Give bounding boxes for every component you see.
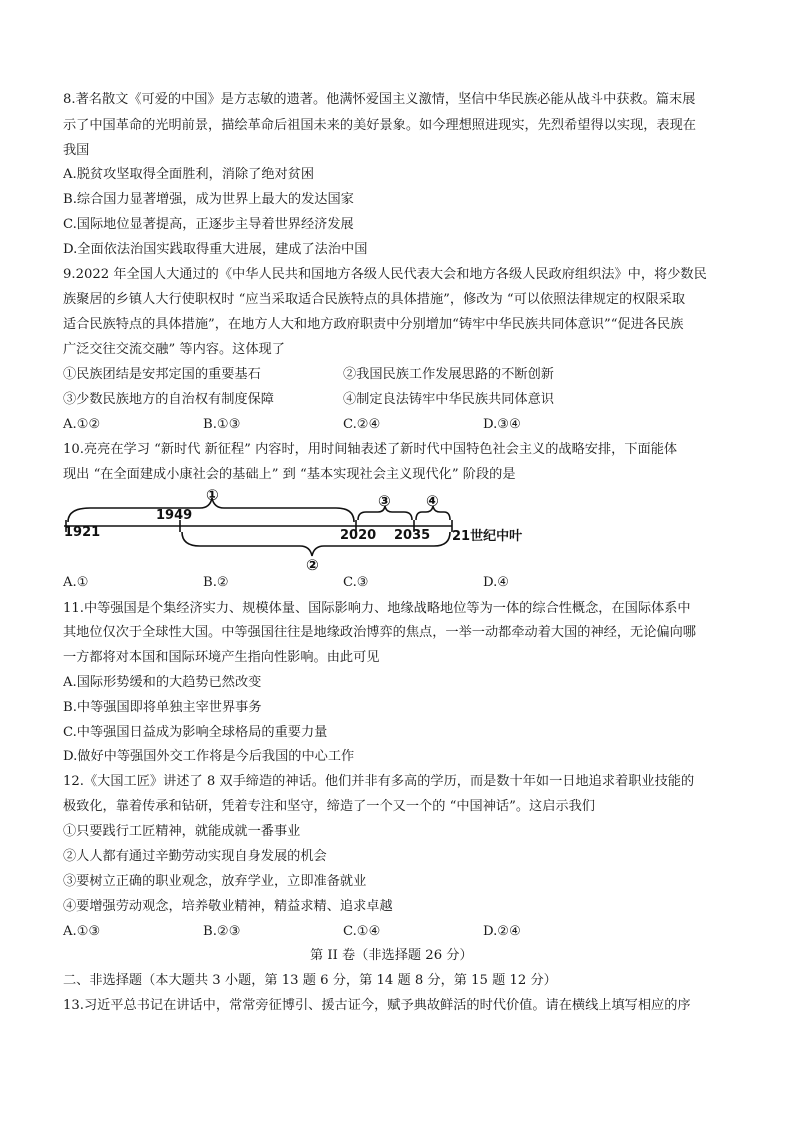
q9-stem-line-2: 族聚居的乡镇人大行使职权时 “应当采取适合民族特点的具体措施”，修改为 “可以依照法律规定的权限采取 bbox=[63, 292, 686, 307]
mark-1: ① bbox=[206, 486, 219, 504]
q10-choice-d[interactable]: D.④ bbox=[483, 575, 510, 590]
q10-choices bbox=[63, 574, 743, 592]
q10-stem-line-1: 10.亮亮在学习 “新时代 新征程” 内容时，用时间轴表述了新时代中国特色社会主义的战略安排，下面能体 bbox=[63, 442, 678, 457]
section-2-title: 第 II 卷（非选择题 26 分） bbox=[310, 948, 473, 963]
q11-option-c[interactable]: C.中等强国日益成为影响全球格局的重要力量 bbox=[63, 725, 328, 740]
q9-stem-line-3: 适合民族特点的具体措施”，在地方人大和地方政府职责中分别增加“铸牢中华民族共同体意识”“促进各民族 bbox=[63, 317, 684, 332]
q9-choice-c[interactable]: C.②④ bbox=[343, 417, 381, 432]
q12-statement-4: ④要增强劳动观念，培养敬业精神，精益求精、追求卓越 bbox=[63, 899, 393, 914]
mark-3: ③ bbox=[378, 492, 391, 510]
q9-choice-d[interactable]: D.③④ bbox=[483, 417, 521, 432]
mark-2: ② bbox=[306, 556, 319, 574]
q9-statements-row-1 bbox=[63, 366, 743, 384]
q12-choices bbox=[63, 923, 743, 941]
year-2035: 2035 bbox=[394, 528, 431, 543]
q13-stem-line-1: 13.习近平总书记在讲话中，常常旁征博引、援古证今，赋予典故鲜活的时代价值。请在横线上填写相应的序 bbox=[63, 998, 691, 1013]
q12-statement-2: ②人人都有通过辛勤劳动实现自身发展的机会 bbox=[63, 849, 327, 864]
q12-statement-3: ③要树立正确的职业观念，放弃学业，立即准备就业 bbox=[63, 874, 367, 889]
q8-option-b[interactable]: B.综合国力显著增强，成为世界上最大的发达国家 bbox=[63, 192, 354, 207]
q12-choice-b[interactable]: B.②③ bbox=[203, 924, 241, 939]
q12-choice-a[interactable]: A.①③ bbox=[63, 924, 101, 939]
q8-stem-line-3: 我国 bbox=[63, 143, 90, 158]
q9-statement-4: ④制定良法铸牢中华民族共同体意识 bbox=[343, 392, 554, 407]
year-mid-century: 21世纪中叶 bbox=[452, 529, 523, 544]
q9-statement-1: ①民族团结是安邦定国的重要基石 bbox=[63, 367, 261, 382]
q9-statement-3: ③少数民族地方的自治权有制度保障 bbox=[63, 392, 274, 407]
q9-choices bbox=[63, 416, 743, 434]
year-1949: 1949 bbox=[156, 508, 193, 523]
q10-timeline-figure bbox=[60, 486, 560, 576]
q12-stem-line-2: 极致化，靠着传承和钻研，凭着专注和坚守，缔造了一个又一个的 “中国神话”。这启示我们 bbox=[63, 799, 595, 814]
q9-statements-row-2 bbox=[63, 391, 743, 409]
q9-choice-a[interactable]: A.①② bbox=[63, 417, 101, 432]
q9-stem-line-1: 9.2022 年全国人大通过的《中华人民共和国地方各级人民代表大会和地方各级人民政府组织法》中，将少数民 bbox=[63, 267, 707, 282]
q11-option-b[interactable]: B.中等强国即将单独主宰世界事务 bbox=[63, 700, 262, 715]
q11-option-d[interactable]: D.做好中等强国外交工作将是今后我国的中心工作 bbox=[63, 749, 355, 764]
year-1921: 1921 bbox=[64, 525, 101, 540]
q12-statement-1: ①只要践行工匠精神，就能成就一番事业 bbox=[63, 824, 301, 839]
q10-choice-b[interactable]: B.② bbox=[203, 575, 229, 590]
q8-stem-line-2: 示了中国革命的光明前景，描绘革命后祖国未来的美好景象。如今理想照进现实，先烈希望得以实现，表现在 bbox=[63, 118, 696, 133]
q12-choice-d[interactable]: D.②④ bbox=[483, 924, 521, 939]
q9-choice-b[interactable]: B.①③ bbox=[203, 417, 241, 432]
q10-stem-line-2: 现出 “在全面建成小康社会的基础上” 到 “基本实现社会主义现代化” 阶段的是 bbox=[63, 467, 516, 482]
q8-option-d[interactable]: D.全面依法治国实践取得重大进展，建成了法治中国 bbox=[63, 242, 368, 257]
q11-stem-line-1: 11.中等强国是个集经济实力、规模体量、国际影响力、地缘战略地位等为一体的综合性概念，在国际体系中 bbox=[63, 601, 691, 616]
q11-option-a[interactable]: A.国际形势缓和的大趋势已然改变 bbox=[63, 675, 262, 690]
q12-choice-c[interactable]: C.①④ bbox=[343, 924, 381, 939]
q8-stem-line-1: 8.著名散文《可爱的中国》是方志敏的遗著。他满怀爱国主义激情，坚信中华民族必能从战斗中获救。篇末展 bbox=[63, 92, 696, 107]
section-2-heading: 二、非选择题（本大题共 3 小题，第 13 题 6 分，第 14 题 8 分，第 15 题 12 分） bbox=[63, 973, 557, 988]
q11-stem-line-3: 一方都将对本国和国际环境产生指向性影响。由此可见 bbox=[63, 650, 380, 665]
mark-4: ④ bbox=[426, 492, 439, 510]
q9-statement-2: ②我国民族工作发展思路的不断创新 bbox=[343, 367, 554, 382]
q10-choice-a[interactable]: A.① bbox=[63, 575, 89, 590]
q9-stem-line-4: 广泛交往交流交融” 等内容。这体现了 bbox=[63, 342, 285, 357]
q8-option-c[interactable]: C.国际地位显著提高，正逐步主导着世界经济发展 bbox=[63, 217, 354, 232]
q12-stem-line-1: 12.《大国工匠》讲述了 8 双手缔造的神话。他们并非有多高的学历，而是数十年如一日地追求着职业技能的 bbox=[63, 774, 695, 789]
q10-choice-c[interactable]: C.③ bbox=[343, 575, 369, 590]
q11-stem-line-2: 其地位仅次于全球性大国。中等强国往往是地缘政治博弈的焦点，一举一动都牵动着大国的神经，无论偏向哪 bbox=[63, 625, 696, 640]
q8-option-a[interactable]: A.脱贫攻坚取得全面胜利，消除了绝对贫困 bbox=[63, 167, 315, 182]
year-2020: 2020 bbox=[340, 528, 377, 543]
